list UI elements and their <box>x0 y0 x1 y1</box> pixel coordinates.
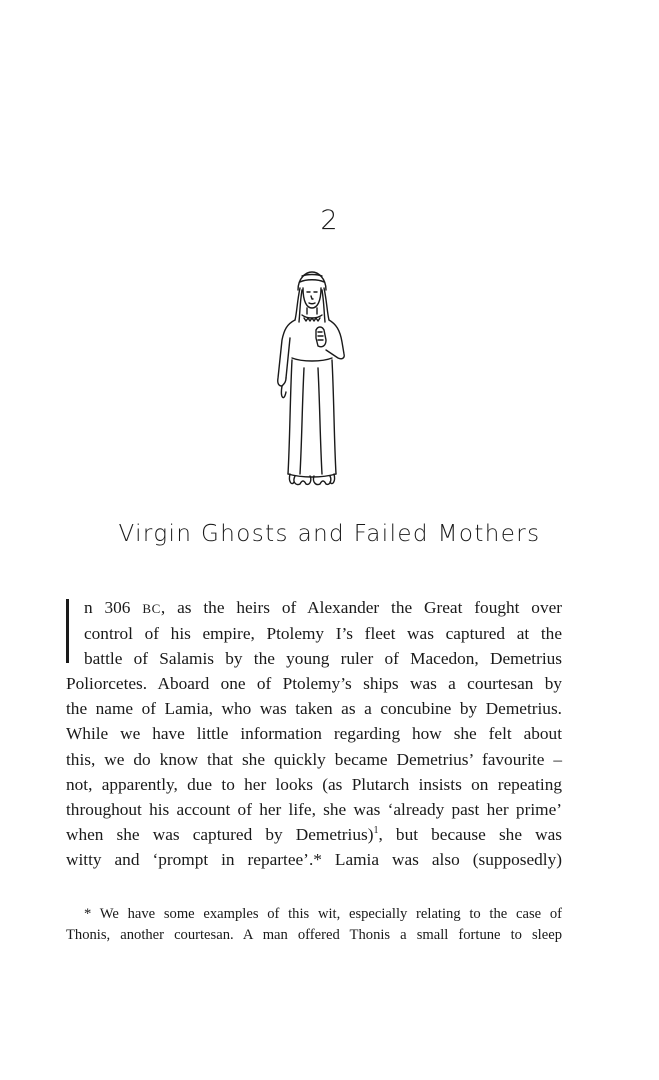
body-line-9: throughout his account of her life, she was ‘already past her prime’ <box>66 799 562 819</box>
drop-cap-I <box>66 599 69 663</box>
chapter-title: Virgin Ghosts and Failed Mothers <box>118 521 541 547</box>
body-line-7: this, we do know that she quickly became Demetrius’ favourite – <box>66 749 562 769</box>
body-line-1 <box>66 595 562 621</box>
body-text <box>66 595 562 872</box>
woman-figure-illustration <box>262 268 362 496</box>
body-line-2: control of his empire, Ptolemy I’s fleet was captured at the <box>84 624 562 644</box>
line-start: when she was captured by Demetrius) <box>66 824 374 844</box>
body-line-4: Poliorcetes. Aboard one of Ptolemy’s ships was a courtesan by <box>66 674 562 694</box>
body-line-5: the name of Lamia, who was taken as a concubine by Demetrius. <box>66 699 562 719</box>
body-line-11: witty and ‘prompt in repartee’.* Lamia was also (supposedly) <box>66 849 562 869</box>
body-line-6: While we have little information regarding how she felt about <box>66 724 562 744</box>
line-rest: , as the heirs of Alexander the Great fought over <box>160 598 563 617</box>
chapter-number: 2 <box>320 205 339 236</box>
footnote-line-2: Thonis, another courtesan. A man offered Thonis a small fortune to sleep <box>66 927 562 944</box>
body-line-3: battle of Salamis by the young ruler of Macedon, Demetrius <box>84 649 562 669</box>
body-line-8: not, apparently, due to her looks (as Plutarch insists on repeating <box>66 774 562 794</box>
line-rest: , but because she was <box>378 824 562 844</box>
endnote-marker[interactable]: 1 <box>373 825 379 837</box>
line-start: n 306 <box>84 598 143 617</box>
body-line-10 <box>66 822 562 847</box>
footnote-line-1: * We have some examples of this wit, especially relating to the case of <box>84 906 562 922</box>
footnote <box>66 904 562 947</box>
era-abbrev: BC <box>142 601 161 616</box>
